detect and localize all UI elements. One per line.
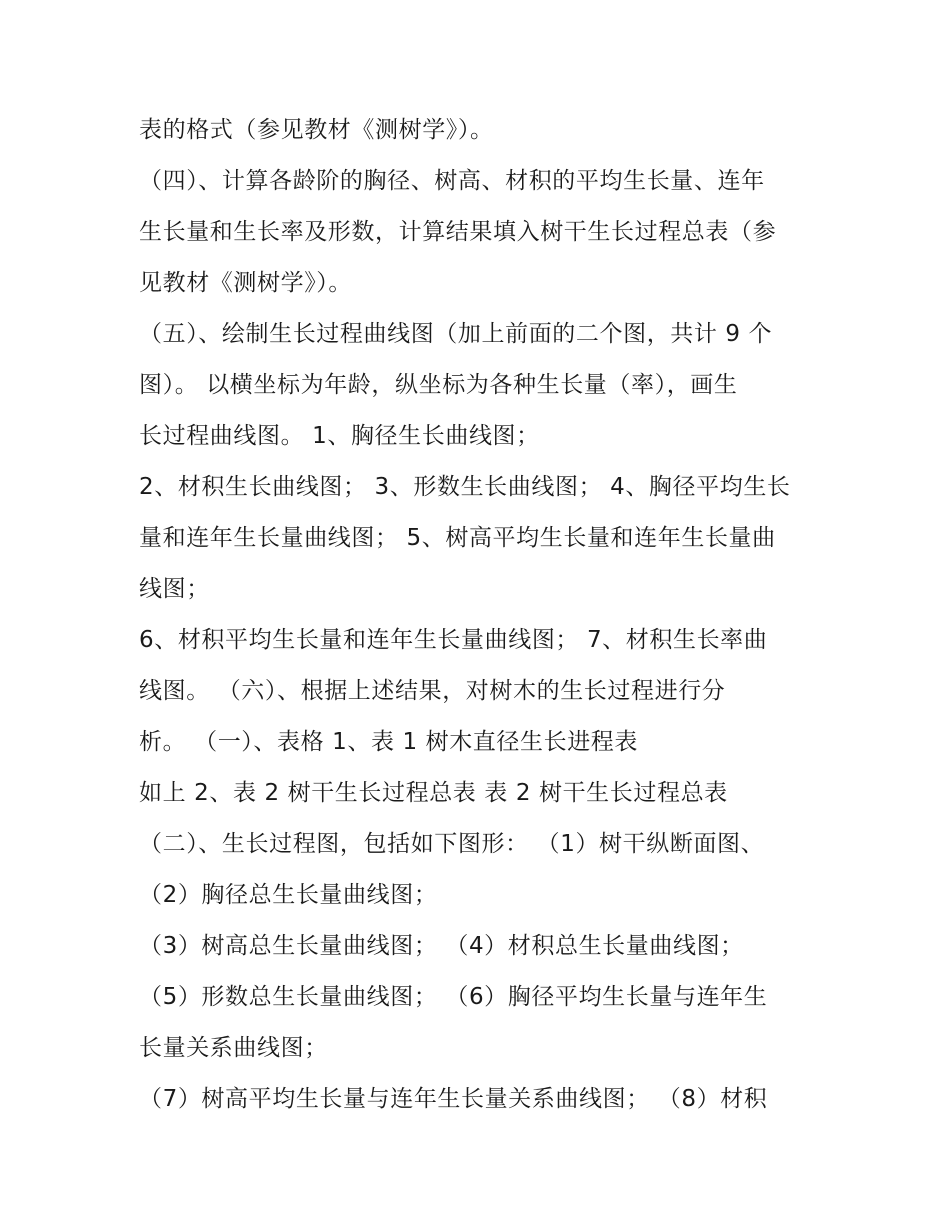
text-line: （四）、计算各龄阶的胸径、树高、材积的平均生长量、连年: [139, 168, 765, 194]
text-line: （二）、生长过程图，包括如下图形： （1）树干纵断面图、: [139, 831, 765, 857]
text-line: 如上 2、表 2 树干生长过程总表 表 2 树干生长过程总表: [139, 780, 728, 806]
text-line: 生长量和生长率及形数，计算结果填入树干生长过程总表（参: [139, 219, 777, 245]
text-line: 表的格式（参见教材《测树学》）。: [139, 117, 494, 143]
text-line: （5）形数总生长量曲线图； （6）胸径平均生长量与连年生: [139, 984, 768, 1010]
text-line: （五）、绘制生长过程曲线图（加上前面的二个图，共计 9 个: [139, 321, 773, 347]
text-line: 长量关系曲线图；: [139, 1035, 328, 1061]
text-line: 量和连年生长量曲线图； 5、树高平均生长量和连年生长量曲: [139, 525, 776, 551]
text-line: （2）胸径总生长量曲线图；: [139, 882, 438, 908]
text-line: （3）树高总生长量曲线图； （4）材积总生长量曲线图；: [139, 933, 744, 959]
text-line: 2、材积生长曲线图； 3、形数生长曲线图； 4、胸径平均生长: [139, 474, 791, 500]
text-line: 线图；: [139, 576, 210, 602]
text-line: 线图。 （六）、根据上述结果，对树木的生长过程进行分: [139, 678, 726, 704]
text-line: 见教材《测树学》）。: [139, 270, 352, 296]
text-line: 图）。 以横坐标为年龄，纵坐标为各种生长量（率），画生: [139, 372, 738, 398]
text-line: 析。 （一）、表格 1、表 1 树木直径生长进程表: [139, 729, 639, 755]
text-line: 长过程曲线图。 1、胸径生长曲线图；: [139, 423, 540, 449]
text-line: 6、材积平均生长量和连年生长量曲线图； 7、材积生长率曲: [139, 627, 768, 653]
text-line: （7）树高平均生长量与连年生长量关系曲线图； （8）材积: [139, 1086, 768, 1112]
